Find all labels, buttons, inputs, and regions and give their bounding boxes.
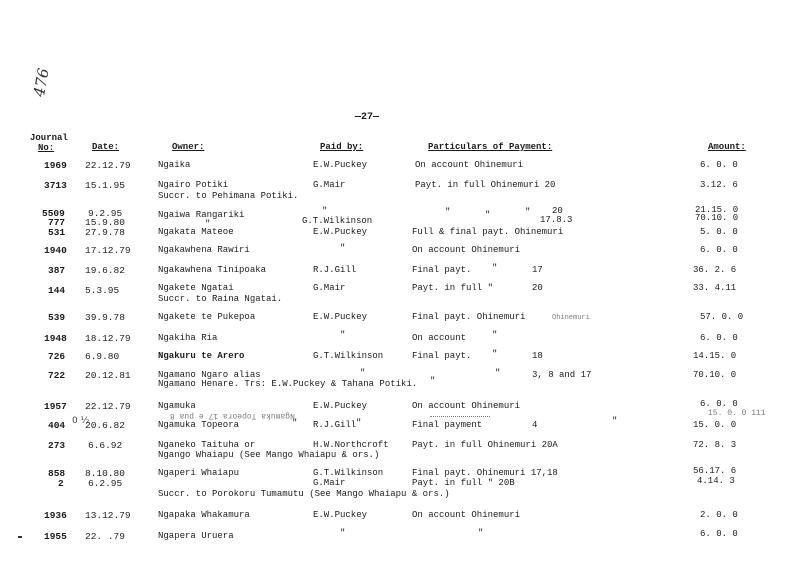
row4-owner: Ngakata Mateoe (158, 227, 234, 237)
row14-amount: 72. 8. 3 (693, 440, 737, 450)
row6-journal: 387 (48, 265, 66, 276)
row5-owner: Ngakawhena Rawiri (158, 245, 250, 255)
row1-particulars: On account Ohinemuri (415, 160, 524, 170)
row13-mirror-text: Ngamuka Topeora 17 e pua 8 (170, 411, 295, 420)
row8-amount: 57. 0. 0 (700, 312, 744, 322)
row8-particulars: Final payt. Ohinemuri (412, 312, 526, 322)
row12-amount: 6. 0. 0 (700, 399, 738, 409)
row13-date: 20.6.82 (85, 420, 125, 431)
row1-paid-by: E.W.Puckey (313, 160, 368, 170)
row15-particulars2: Payt. in full " 20B (412, 478, 515, 488)
row4-date: 27.9.78 (85, 227, 125, 238)
row8-owner: Ngakete te Pukepoa (158, 312, 256, 322)
row10-particulars: Final payt. (412, 351, 472, 361)
row13-part-num: 4 (532, 420, 538, 430)
row15-owner-note: Succr. to Porokoru Tumamutu (See Mango Whaiapu & ors.) (158, 489, 450, 499)
row9-amount: 6. 0. 0 (700, 333, 738, 343)
row9-particulars: On account (412, 333, 467, 343)
row11-owner-note: Ngamano Henare. Trs: E.W.Puckey & Tahana Potiki. (158, 379, 418, 389)
row16-amount: 2. 0. 0 (700, 510, 738, 520)
row14-date: 6.6.92 (88, 440, 123, 451)
row11-part-ditto2: " (495, 368, 501, 378)
row3-date2: 15.9.80 (85, 217, 125, 228)
row11-journal: 722 (48, 370, 66, 381)
header-particulars: Particulars of Payment: (428, 142, 553, 152)
row6-amount: 36. 2. 6 (693, 265, 737, 275)
row3-paid-by-ditto: " (322, 206, 328, 216)
row4-particulars: Full & final payt. Ohinemuri (412, 227, 564, 237)
row12-owner: Ngamuka (158, 401, 196, 411)
row16-date: 13.12.79 (85, 510, 131, 521)
row7-owner: Ngakete Ngatai (158, 283, 234, 293)
row11-part-num: 3, 8 and 17 (532, 370, 592, 380)
row14-owner: Nganeko Taituha or (158, 440, 256, 450)
row15-amount: 56.17. 6 (693, 466, 737, 476)
row8-journal: 539 (48, 312, 66, 323)
row12-particulars: On account Ohinemuri (412, 401, 521, 411)
row10-part-num: 18 (532, 351, 543, 361)
row7-amount: 33. 4.11 (693, 283, 737, 293)
row16-owner: Ngapaka Whakamura (158, 510, 250, 520)
row16-particulars: On account Ohinemuri (412, 510, 521, 520)
row1-owner: Ngaika (158, 160, 191, 170)
row8-date: 39.9.78 (85, 312, 125, 323)
row15-owner: Ngaperi Whaiapu (158, 468, 240, 478)
page-number: —27— (355, 112, 380, 123)
row13-paid-by-ditto: " (356, 418, 362, 428)
row7-paid-by: G.Mair (313, 283, 346, 293)
row2-owner: Ngairo Potiki (158, 180, 229, 190)
row1-journal: 1969 (44, 160, 67, 171)
row12-date: 22.12.79 (85, 401, 131, 412)
row1-amount: 6. 0. 0 (700, 160, 738, 170)
row9-date: 18.12.79 (85, 333, 131, 344)
row14-journal: 273 (48, 440, 66, 451)
row13-owner-ditto: " (292, 418, 298, 428)
row2-amount: 3.12. 6 (700, 180, 738, 190)
row6-paid-by: R.J.Gill (313, 265, 357, 275)
row17-date: 22. .79 (85, 531, 125, 542)
row15-journal: 858 (48, 468, 66, 479)
row13-amount: 15. 0. 0 (693, 420, 737, 430)
row14-owner-note: Ngango Whaiapu (See Mango Whaiapu & ors.) (158, 450, 380, 460)
row12-journal: 1957 (44, 401, 67, 412)
row14-particulars: Payt. in full Ohinemuri 20A (412, 440, 558, 450)
row6-owner: Ngakawhena Tinipoaka (158, 265, 267, 275)
row6-particulars: Final payt. (412, 265, 472, 275)
row13-faint-amount: 15. 0. 0 111 (708, 409, 766, 418)
row9-journal: 1948 (44, 333, 67, 344)
row16-journal: 1936 (44, 510, 67, 521)
row6-part-num: 17 (532, 265, 543, 275)
row3-part-ditto1: " (445, 207, 451, 217)
row17-owner: Ngapera Uruera (158, 531, 234, 541)
row13-particulars: Final payment (412, 420, 483, 430)
row11-amount: 70.10. 0 (693, 370, 737, 380)
row13-dotted-line (430, 416, 490, 418)
row9-part-ditto: " (492, 330, 498, 340)
row13-paid-by: R.J.Gill (313, 420, 357, 430)
row4-journal: 531 (48, 227, 66, 238)
row6-part-ditto: " (492, 263, 498, 273)
row11-paid-by: " (360, 368, 366, 378)
row17-journal: 1955 (44, 531, 67, 542)
row15-date2: 6.2.95 (88, 478, 123, 489)
row10-part-ditto: " (492, 349, 498, 359)
header-owner: Owner: (172, 142, 205, 152)
row15-date: 8.10.80 (85, 468, 125, 479)
row3-part-ditto3: " (525, 207, 531, 217)
row3-owner-ditto: " (205, 219, 211, 229)
row3-part-num: 20 (552, 206, 563, 216)
row17-amount: 6. 0. 0 (700, 529, 738, 539)
row3-part-ditto2: " (485, 210, 491, 220)
row3-amount: 21.15. 0 (695, 205, 739, 215)
row2-owner-note: Succr. to Pehimana Potiki. (158, 191, 299, 201)
row15-particulars: Final payt. Ohinemuri 17,18 (412, 468, 558, 478)
row6-date: 19.6.82 (85, 265, 125, 276)
row7-particulars: Payt. in full " (412, 283, 494, 293)
row15-paid-by2: G.Mair (313, 478, 346, 488)
row7-date: 5.3.95 (85, 285, 120, 296)
row8-part-faint: Ohinemuri (552, 314, 590, 322)
row17-paid-by: " (340, 528, 346, 538)
header-journal: Journal (30, 133, 68, 143)
margin-handwritten-number: 476 (30, 66, 53, 99)
row5-journal: 1940 (44, 245, 67, 256)
row17-margin-dash (18, 536, 22, 538)
row9-owner: Ngakiha Ria (158, 333, 218, 343)
row9-paid-by: " (340, 330, 346, 340)
row10-journal: 726 (48, 351, 66, 362)
row3-amount2: 70.10. 0 (695, 213, 739, 223)
row7-owner-note: Succr. to Raina Ngatai. (158, 294, 283, 304)
row4-paid-by: E.W.Puckey (313, 227, 368, 237)
header-amount: Amount: (708, 142, 746, 152)
row3-journal2: 777 (48, 217, 66, 228)
row3-journal: 5509 (42, 208, 65, 219)
row7-part-num: 20 (532, 283, 543, 293)
row13-part-ditto: " (612, 416, 618, 426)
row13-owner: Ngamuka Topeora (158, 420, 240, 430)
row15-journal2: 2 (58, 478, 64, 489)
row10-paid-by: G.T.Wilkinson (313, 351, 384, 361)
row16-paid-by: E.W.Puckey (313, 510, 368, 520)
row14-paid-by: H.W.Northcroft (313, 440, 389, 450)
row10-date: 6.9.80 (85, 351, 120, 362)
row13-journal: 404 (48, 420, 66, 431)
row3-paid-by: G.T.Wilkinson (302, 216, 373, 226)
row2-date: 15.1.95 (85, 180, 125, 191)
header-journal-no: No: (38, 143, 55, 153)
row17-part-ditto: " (478, 528, 484, 538)
row10-amount: 14.15. 0 (693, 351, 737, 361)
row3-owner: Ngaiwa Rangariki (158, 210, 245, 220)
row10-owner: Ngakuru te Arero (158, 351, 245, 361)
row8-paid-by: E.W.Puckey (313, 312, 368, 322)
row13-ticks: 0 ½ (72, 416, 90, 426)
row1-date: 22.12.79 (85, 160, 131, 171)
row2-journal: 3713 (44, 180, 67, 191)
row11-part-ditto1: " (430, 376, 436, 386)
row3-part-num2: 17.8.3 (540, 215, 573, 225)
header-paid-by: Paid by: (320, 142, 364, 152)
row5-amount: 6. 0. 0 (700, 245, 738, 255)
row11-date: 20.12.81 (85, 370, 131, 381)
row2-particulars: Payt. in full Ohinemuri 20 (415, 180, 556, 190)
row15-amount2: 4.14. 3 (697, 476, 735, 486)
row7-journal: 144 (48, 285, 66, 296)
row5-date: 17.12.79 (85, 245, 131, 256)
header-date: Date: (92, 142, 120, 152)
row11-owner: Ngamano Ngaro alias (158, 370, 261, 380)
row15-paid-by: G.T.Wilkinson (313, 468, 384, 478)
row4-amount: 5. 0. 0 (700, 227, 738, 237)
row2-paid-by: G.Mair (313, 180, 346, 190)
row5-paid-by: " (340, 243, 346, 253)
row12-paid-by: E.W.Puckey (313, 401, 368, 411)
row3-date: 9.2.95 (88, 208, 123, 219)
row5-particulars: On account Ohinemuri (412, 245, 521, 255)
